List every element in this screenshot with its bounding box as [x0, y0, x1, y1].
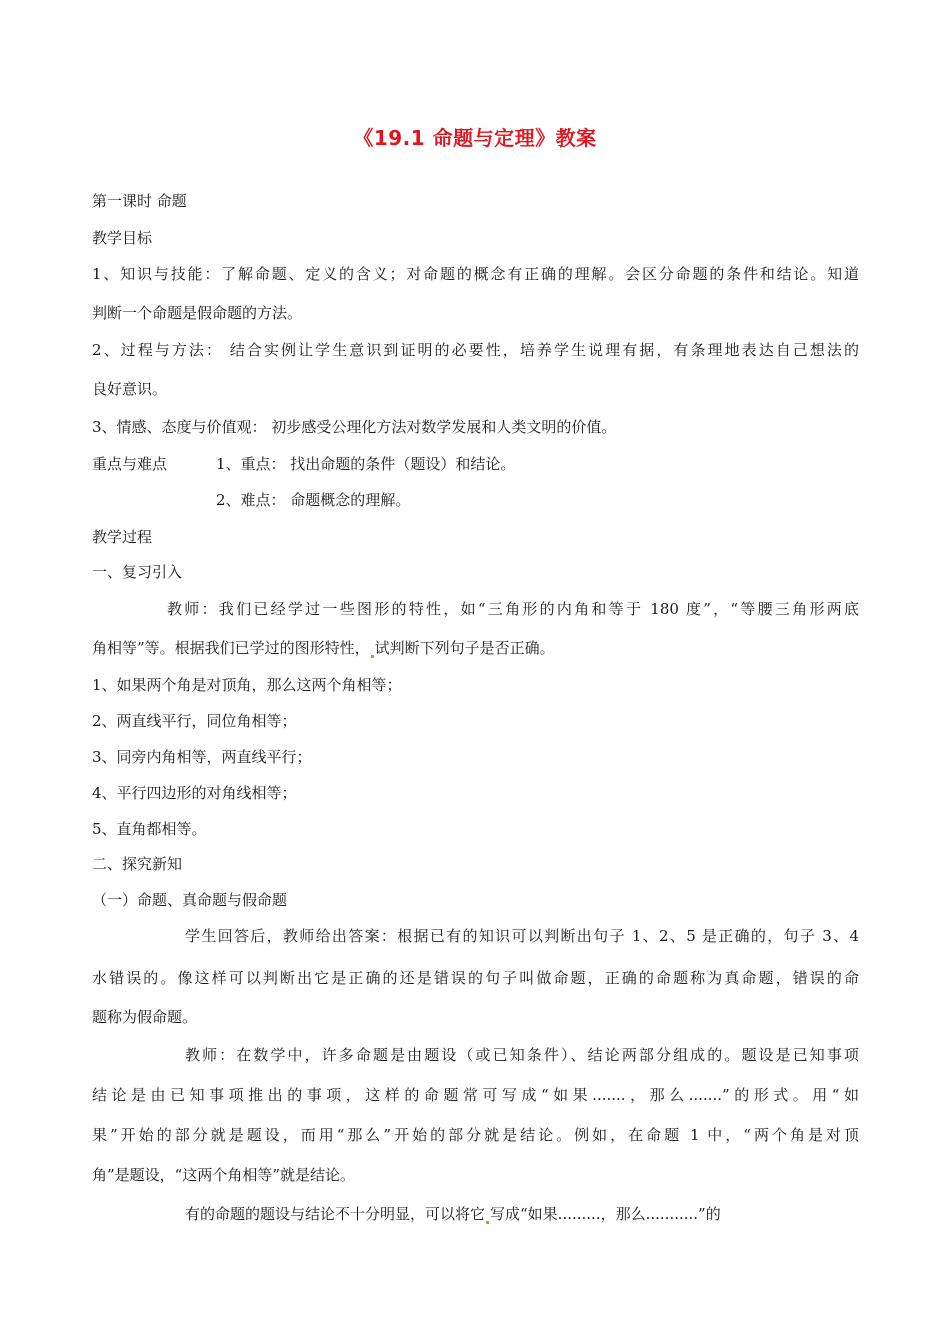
text-line: 水错误的。像这样可以判断出它是正确的还是错误的句子叫做命题，正确的命题称为真命题，错误的命: [92, 969, 859, 987]
text-segment: 有的命题的题设与结论不十分明显，可以将它: [185, 1205, 486, 1223]
text-line: 学生回答后，教师给出答案：根据已有的知识可以判断出句子 1、2、5 是正确的，句子 3、4: [185, 927, 859, 945]
text-line: 教学过程: [92, 528, 153, 546]
text-line: 重点与难点: [92, 455, 168, 473]
text-line: 教学目标: [92, 229, 153, 247]
text-segment: 角相等”等。根据我们已学过的图形特性，: [92, 639, 370, 657]
text-segment: 试判断下列句子是否正确。: [374, 639, 555, 657]
document-title: 《19.1 命题与定理》教案: [353, 126, 597, 150]
text-line: 教师：我们已经学过一些图形的特性，如“三角形的内角和等于 180 度”，“等腰三角形两底: [167, 600, 859, 618]
text-line: 3、同旁内角相等，两直线平行；: [92, 748, 312, 766]
text-line: 4、平行四边形的对角线相等；: [92, 784, 297, 802]
text-line: 5、直角都相等。: [92, 820, 207, 838]
text-line: 题称为假命题。: [92, 1008, 198, 1026]
text-line: 结论是由已知事项推出的事项，这样的命题常可写成“如果.......，那么.......”的形式。用“如: [92, 1086, 859, 1104]
scan-speck-mark: [371, 655, 374, 658]
text-line: （一）命题、真命题与假命题: [92, 891, 288, 909]
scan-speck-mark: [486, 1221, 489, 1224]
text-line: 良好意识。: [92, 380, 168, 398]
text-line: 1、重点： 找出命题的条件（题设）和结论。: [216, 455, 516, 473]
text-line: 第一课时 命题: [92, 192, 187, 210]
text-line: 果”开始的部分就是题设，而用“那么”开始的部分就是结论。例如，在命题 1 中，“两个角是对顶: [92, 1126, 859, 1144]
text-line: 角”是题设，“这两个角相等”就是结论。: [92, 1166, 356, 1184]
text-line: 2、两直线平行，同位角相等；: [92, 712, 297, 730]
text-line: 教师：在数学中，许多命题是由题设（或已知条件）、结论两部分组成的。题设是已知事项: [185, 1046, 859, 1064]
text-segment: 写成“如果.........，那么...........”的: [490, 1205, 721, 1223]
text-line: 判断一个命题是假命题的方法。: [92, 304, 303, 322]
text-line: 二、探究新知: [92, 855, 183, 873]
text-line: 2、难点： 命题概念的理解。: [216, 491, 411, 509]
text-line: 一、复习引入: [92, 563, 183, 581]
text-line: 2、过程与方法： 结合实例让学生意识到证明的必要性，培养学生说理有据，有条理地表达自己想法的: [92, 341, 859, 359]
text-line: [92, 638, 555, 658]
text-line: 3、情感、态度与价值观： 初步感受公理化方法对数学发展和人类文明的价值。: [92, 418, 617, 436]
text-line: [185, 1204, 721, 1224]
text-line: 1、知识与技能：了解命题、定义的含义；对命题的概念有正确的理解。会区分命题的条件和结论。知道: [92, 265, 859, 283]
text-line: 1、如果两个角是对顶角，那么这两个角相等；: [92, 676, 402, 694]
